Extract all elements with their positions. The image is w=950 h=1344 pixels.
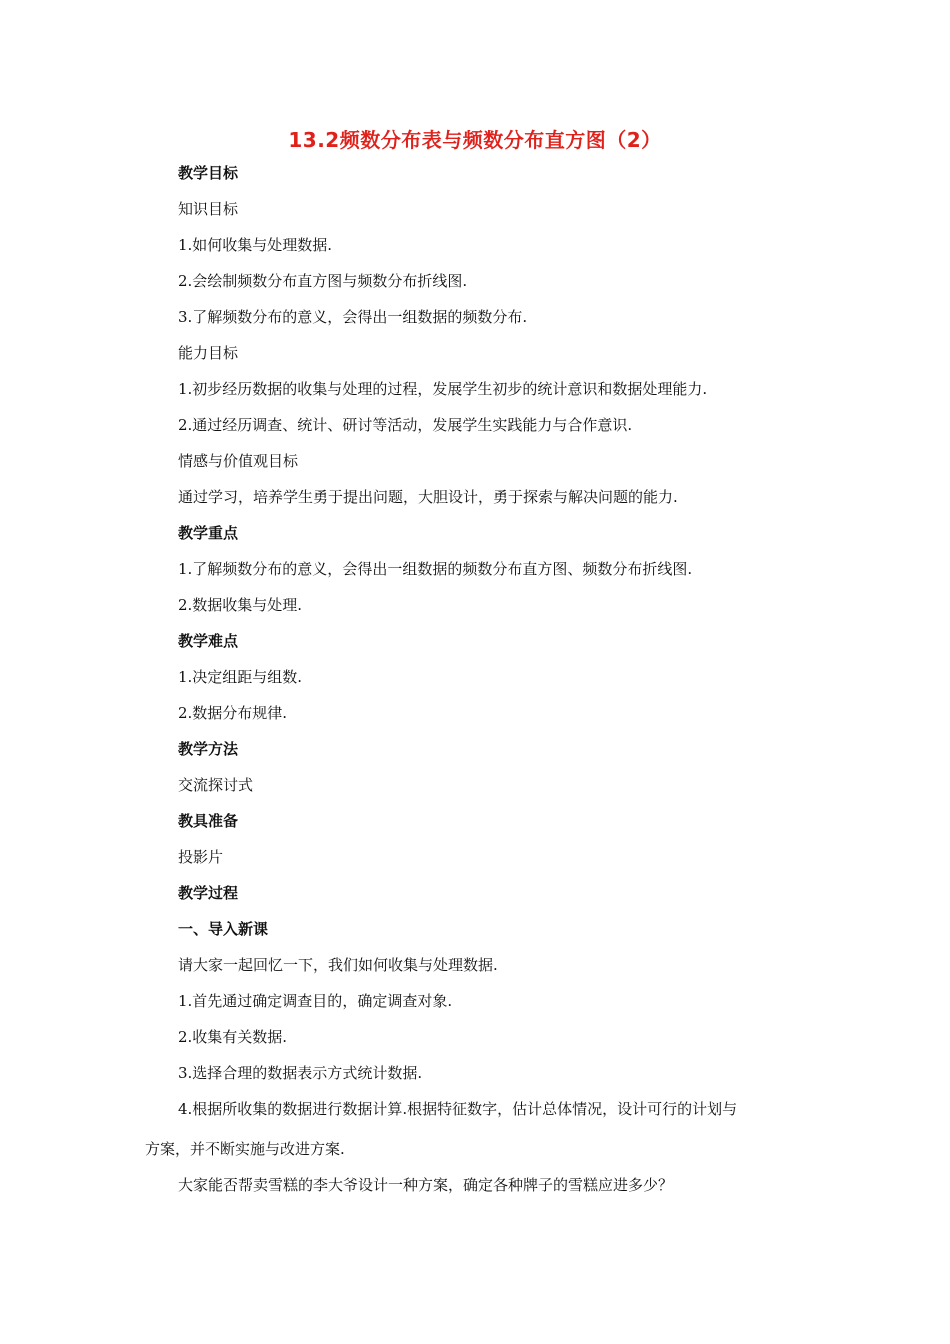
- paragraph: 通过学习，培养学生勇于提出问题，大胆设计，勇于探索与解决问题的能力.: [178, 488, 678, 506]
- paragraph: 2.数据分布规律.: [178, 704, 288, 722]
- paragraph: 3.选择合理的数据表示方式统计数据.: [178, 1064, 423, 1082]
- paragraph-continuation: 方案，并不断实施与改进方案.: [145, 1140, 345, 1158]
- paragraph: 交流探讨式: [178, 776, 254, 794]
- heading-teaching-aids: 教具准备: [178, 812, 239, 830]
- heading-teaching-method: 教学方法: [178, 740, 239, 758]
- paragraph: 请大家一起回忆一下，我们如何收集与处理数据.: [178, 956, 498, 974]
- heading-teaching-objectives: 教学目标: [178, 164, 239, 182]
- paragraph: 4.根据所收集的数据进行数据计算.根据特征数字，估计总体情况，设计可行的计划与: [178, 1100, 738, 1118]
- paragraph: 1.首先通过确定调查目的，确定调查对象.: [178, 992, 453, 1010]
- subheading-values-objectives: 情感与价值观目标: [178, 452, 299, 470]
- heading-key-points: 教学重点: [178, 524, 239, 542]
- paragraph: 1.如何收集与处理数据.: [178, 236, 333, 254]
- subheading-knowledge-objectives: 知识目标: [178, 200, 239, 218]
- paragraph: 1.初步经历数据的收集与处理的过程，发展学生初步的统计意识和数据处理能力.: [178, 380, 708, 398]
- heading-difficulties: 教学难点: [178, 632, 239, 650]
- page-title: 13.2频数分布表与频数分布直方图（2）: [288, 128, 662, 152]
- paragraph: 大家能否帮卖雪糕的李大爷设计一种方案，确定各种牌子的雪糕应进多少？: [178, 1176, 674, 1194]
- paragraph: 2.会绘制频数分布直方图与频数分布折线图.: [178, 272, 468, 290]
- subheading-ability-objectives: 能力目标: [178, 344, 239, 362]
- paragraph: 1.了解频数分布的意义，会得出一组数据的频数分布直方图、频数分布折线图.: [178, 560, 693, 578]
- paragraph: 1.决定组距与组数.: [178, 668, 303, 686]
- paragraph: 2.数据收集与处理.: [178, 596, 303, 614]
- paragraph: 2.收集有关数据.: [178, 1028, 288, 1046]
- heading-teaching-process: 教学过程: [178, 884, 239, 902]
- heading-introduction: 一、导入新课: [178, 920, 269, 938]
- paragraph: 2.通过经历调查、统计、研讨等活动，发展学生实践能力与合作意识.: [178, 416, 633, 434]
- paragraph: 3.了解频数分布的意义，会得出一组数据的频数分布.: [178, 308, 528, 326]
- paragraph: 投影片: [178, 848, 224, 866]
